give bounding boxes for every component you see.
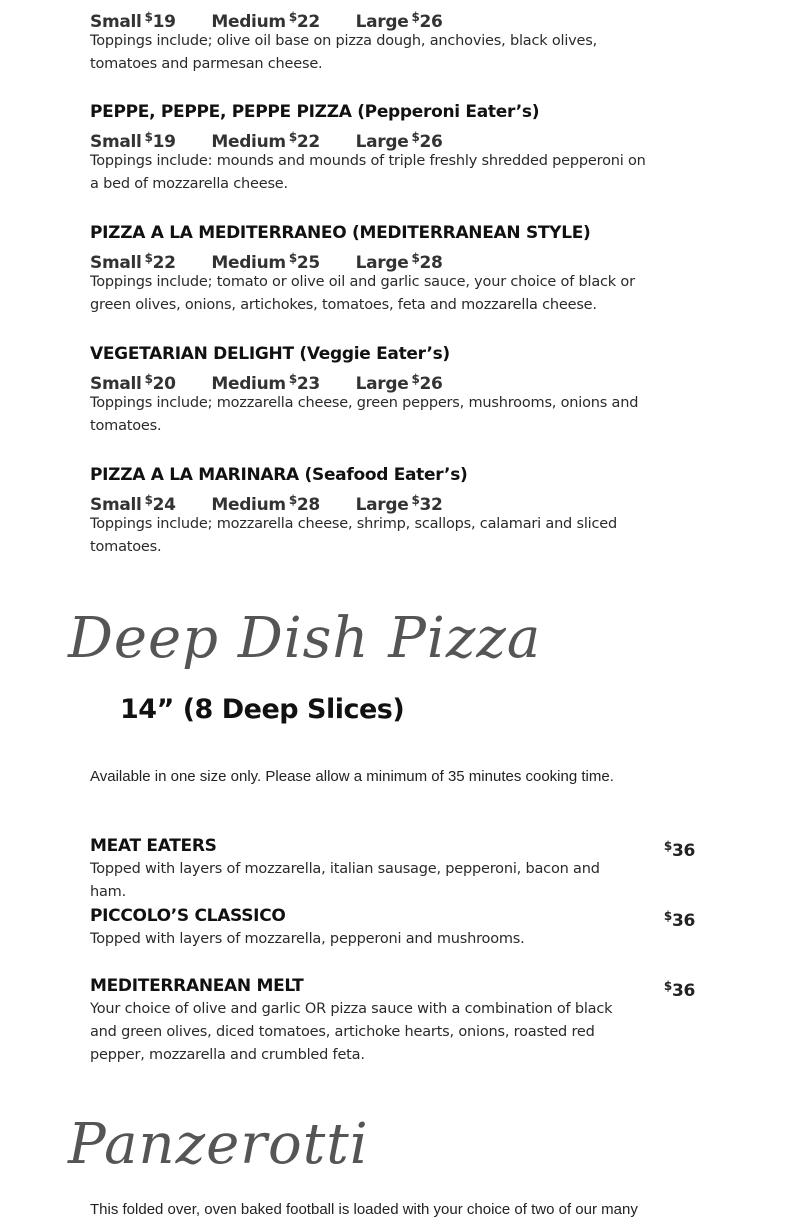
size-large: Large $26 xyxy=(355,130,443,152)
size-medium: Medium $22 xyxy=(211,10,320,32)
deep-dish-price: $36 xyxy=(663,839,695,861)
pizza-item xyxy=(90,4,650,76)
size-small: Small $19 xyxy=(90,10,176,32)
pizza-item xyxy=(90,463,650,559)
deep-dish-subtitle: 14” (8 Deep Slices) xyxy=(120,694,405,725)
size-small: Small $24 xyxy=(90,493,176,515)
pizza-item xyxy=(90,221,650,317)
pizza-sizes xyxy=(90,4,650,30)
pizza-item xyxy=(90,100,650,196)
size-large: Large $28 xyxy=(355,251,443,273)
deep-dish-note: Available in one size only. Please allow a minimum of 35 minutes cooking time. xyxy=(90,768,614,785)
size-medium: Medium $25 xyxy=(211,251,320,273)
size-small: Small $19 xyxy=(90,130,176,152)
pizza-name: PIZZA A LA MEDITERRANEO (MEDITERRANEAN STYLE) xyxy=(90,223,591,243)
deep-dish-name: MEAT EATERS xyxy=(90,836,217,856)
pizza-sizes xyxy=(90,366,650,392)
pizza-description: Toppings include; mozzarella cheese, green peppers, mushrooms, onions and tomatoes. xyxy=(90,395,639,434)
pizza-name: VEGETARIAN DELIGHT (Veggie Eater’s) xyxy=(90,344,450,364)
pizza-description: Toppings include; mozzarella cheese, shrimp, scallops, calamari and sliced tomatoes. xyxy=(90,516,617,555)
pizza-description: Toppings include; tomato or olive oil and garlic sauce, your choice of black or green olives, onions, artichokes, tomatoes, feta and mozzarella cheese. xyxy=(90,274,635,313)
size-small: Small $22 xyxy=(90,251,176,273)
size-medium: Medium $22 xyxy=(211,130,320,152)
deep-dish-title: Deep Dish Pizza xyxy=(68,606,542,671)
deep-dish-name: MEDITERRANEAN MELT xyxy=(90,976,304,996)
pizza-sizes xyxy=(90,487,650,513)
pizza-sizes xyxy=(90,124,650,150)
deep-dish-price: $36 xyxy=(663,909,695,931)
panzerotti-title: Panzerotti xyxy=(68,1112,369,1177)
pizza-description: Toppings include: mounds and mounds of triple freshly shredded pepperoni on a bed of mozzarella cheese. xyxy=(90,153,646,192)
size-medium: Medium $23 xyxy=(211,372,320,394)
deep-dish-description: Topped with layers of mozzarella, pepperoni and mushrooms. xyxy=(90,931,525,947)
deep-dish-description: Your choice of olive and garlic OR pizza sauce with a combination of black and green olives, diced tomatoes, artichoke hearts, onions, roasted red pepper, mozzarella and crumbled feta. xyxy=(90,1001,613,1063)
deep-dish-item xyxy=(90,904,700,951)
size-large: Large $26 xyxy=(355,10,443,32)
deep-dish-item xyxy=(90,974,700,1067)
deep-dish-item xyxy=(90,834,700,904)
pizza-description: Toppings include; olive oil base on pizza dough, anchovies, black olives, tomatoes and parmesan cheese. xyxy=(90,33,598,72)
pizza-item xyxy=(90,342,650,438)
deep-dish-price: $36 xyxy=(663,979,695,1001)
size-large: Large $32 xyxy=(355,493,443,515)
pizza-sizes xyxy=(90,245,650,271)
panzerotti-intro: This folded over, oven baked football is loaded with your choice of two of our many xyxy=(90,1201,638,1218)
size-medium: Medium $28 xyxy=(211,493,320,515)
deep-dish-description: Topped with layers of mozzarella, italian sausage, pepperoni, bacon and ham. xyxy=(90,861,600,900)
pizza-name: PEPPE, PEPPE, PEPPE PIZZA (Pepperoni Eater’s) xyxy=(90,102,540,122)
pizza-name: PIZZA A LA MARINARA (Seafood Eater’s) xyxy=(90,465,468,485)
size-large: Large $26 xyxy=(355,372,443,394)
deep-dish-name: PICCOLO’S CLASSICO xyxy=(90,906,286,926)
size-small: Small $20 xyxy=(90,372,176,394)
